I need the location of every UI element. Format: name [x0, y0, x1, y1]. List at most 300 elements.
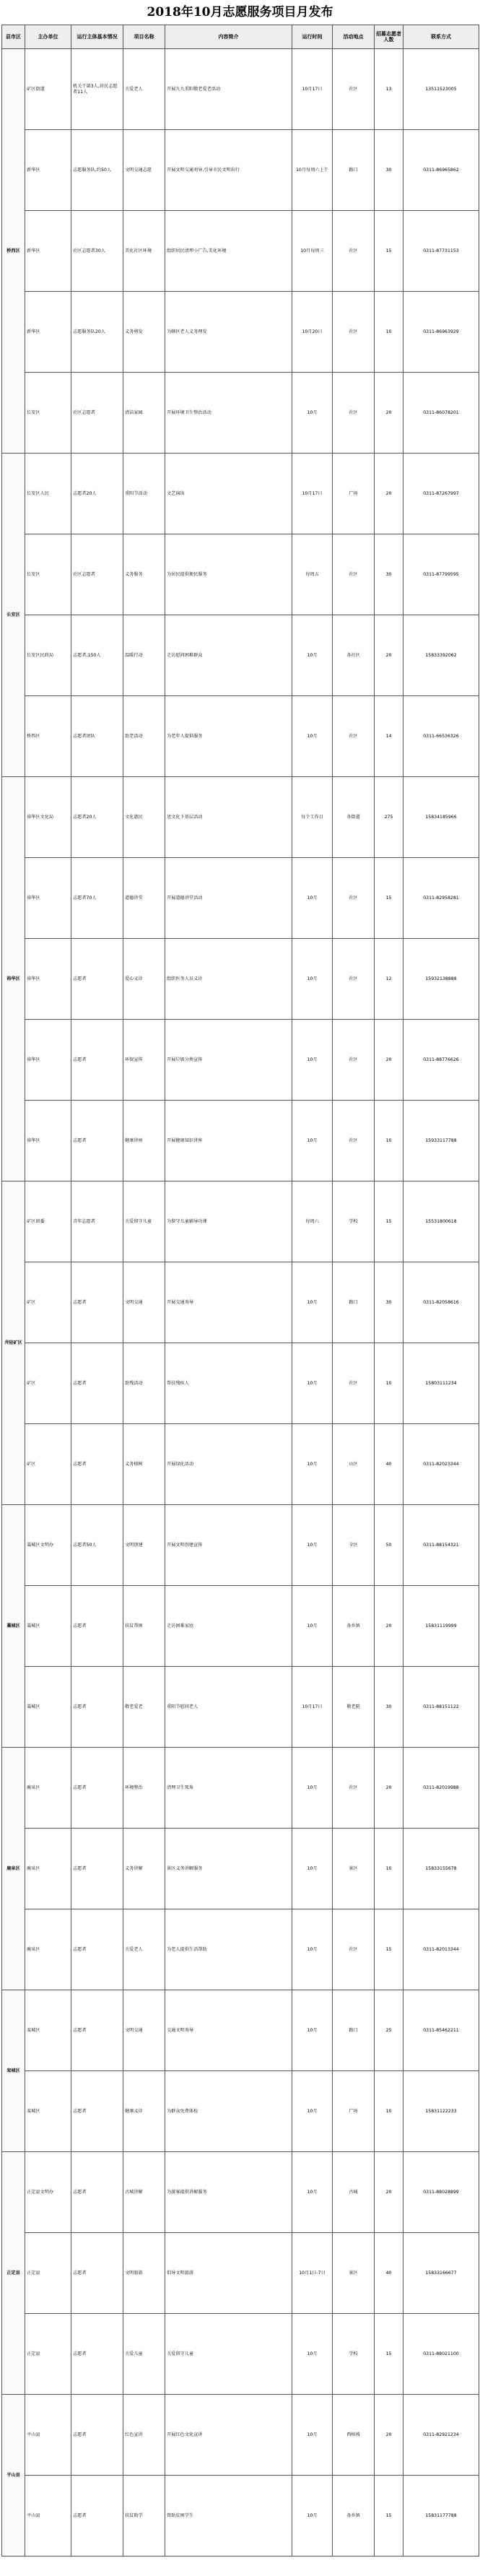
venue-cell: 社区 [333, 939, 375, 1020]
organizer-cell: 栾城区 [25, 1990, 71, 2071]
venue-cell: 社区 [333, 373, 375, 454]
operator-info-cell: 志愿者 [71, 2152, 123, 2233]
column-header: 项目名称 [123, 25, 165, 49]
project-intro-cell: 景区义务讲解服务 [165, 1829, 292, 1909]
run-time-cell: 10月1日-7日 [292, 2233, 333, 2314]
organizer-cell: 长安区人民 [25, 454, 71, 534]
contact-cell: 0311-82013344 [403, 1909, 479, 1990]
contact-cell: 0311-86965862 [403, 130, 479, 211]
volunteer-count-cell: 10 [375, 1101, 403, 1181]
contact-cell: 0311-88776626 [403, 1020, 479, 1101]
operator-info-cell: 志愿者 [71, 1101, 123, 1181]
volunteer-count-cell: 10 [375, 2071, 403, 2152]
volunteer-count-cell: 20 [375, 373, 403, 454]
contact-cell: 0311-87731153 [403, 211, 479, 292]
project-intro-cell: 开展健康知识讲座 [165, 1101, 292, 1181]
table-row [2, 1181, 479, 1262]
operator-info-cell: 志愿者 [71, 1424, 123, 1505]
table-row [2, 858, 479, 939]
organizer-cell: 鹿泉区 [25, 1829, 71, 1909]
table-row [2, 373, 479, 454]
volunteer-count-cell: 20 [375, 1586, 403, 1667]
volunteer-count-cell: 14 [375, 696, 403, 777]
contact-cell: 0311-82058616 [403, 1262, 479, 1343]
volunteer-count-cell: 30 [375, 1262, 403, 1343]
run-time-cell: 10月 [292, 615, 333, 696]
organizer-cell: 平山县 [25, 2476, 71, 2557]
table-row [2, 939, 479, 1020]
project-name-cell: 古城讲解 [123, 2152, 165, 2233]
volunteer-count-cell: 15 [375, 858, 403, 939]
volunteer-count-cell: 13 [375, 49, 403, 130]
volunteer-count-cell: 40 [375, 2233, 403, 2314]
organizer-cell: 裕华区 [25, 858, 71, 939]
column-header: 运行时间 [292, 25, 333, 49]
project-intro-cell: 开展环境卫生整治活动 [165, 373, 292, 454]
contact-cell: 15803111234 [403, 1343, 479, 1424]
volunteer-count-cell: 20 [375, 2152, 403, 2233]
operator-info-cell: 青年志愿者 [71, 1181, 123, 1262]
organizer-cell: 藁城区 [25, 1667, 71, 1748]
operator-info-cell: 社区志愿者 [71, 373, 123, 454]
project-intro-cell: 走访慰问困难群众 [165, 615, 292, 696]
region-cell: 正定县 [2, 2152, 25, 2395]
organizer-cell: 正定县 [25, 2314, 71, 2395]
table-row [2, 1829, 479, 1909]
project-name-cell: 义务讲解 [123, 1829, 165, 1909]
venue-cell: 古城 [333, 2152, 375, 2233]
volunteer-count-cell: 10 [375, 1343, 403, 1424]
project-name-cell: 爱心义诊 [123, 939, 165, 1020]
run-time-cell: 10月 [292, 1424, 333, 1505]
volunteer-count-cell: 15 [375, 1181, 403, 1262]
run-time-cell: 10月 [292, 1829, 333, 1909]
operator-info-cell: 志愿者 [71, 1909, 123, 1990]
run-time-cell: 10月 [292, 1343, 333, 1424]
table-row [2, 1667, 479, 1748]
region-cell: 藁城区 [2, 1505, 25, 1748]
contact-cell: 15933117788 [403, 1101, 479, 1181]
volunteer-count-cell: 40 [375, 1424, 403, 1505]
project-name-cell: 义务植树 [123, 1424, 165, 1505]
operator-info-cell: 志愿者团队 [71, 696, 123, 777]
operator-info-cell: 志愿者 [71, 2233, 123, 2314]
operator-info-cell: 志愿服务队20人 [71, 292, 123, 373]
volunteer-count-cell: 20 [375, 454, 403, 534]
organizer-cell: 矿区 [25, 1262, 71, 1343]
table-header-row [2, 25, 479, 49]
run-time-cell: 10月17日 [292, 1667, 333, 1748]
project-name-cell: 清洁家园 [123, 373, 165, 454]
venue-cell: 学校 [333, 2314, 375, 2395]
venue-cell: 路口 [333, 1262, 375, 1343]
run-time-cell: 10月 [292, 1748, 333, 1829]
organizer-cell: 新华区 [25, 292, 71, 373]
region-cell: 栾城区 [2, 1990, 25, 2152]
table-row [2, 1990, 479, 2071]
contact-cell: 0311-86078201 [403, 373, 479, 454]
table-row [2, 1586, 479, 1667]
operator-info-cell: 志愿者 [71, 1990, 123, 2071]
project-name-cell: 红色宣讲 [123, 2395, 165, 2476]
contact-cell: 0311-88151122 [403, 1667, 479, 1748]
contact-cell: 13511523005 [403, 49, 479, 130]
venue-cell: 社区 [333, 534, 375, 615]
project-name-cell: 关爱儿童 [123, 2314, 165, 2395]
table-row [2, 1020, 479, 1101]
project-intro-cell: 帮扶残疾人 [165, 1343, 292, 1424]
venue-cell: 路口 [333, 1990, 375, 2071]
project-name-cell: 文明交通 [123, 1262, 165, 1343]
table-row [2, 130, 479, 211]
project-name-cell: 道德讲堂 [123, 858, 165, 939]
organizer-cell: 长安区 [25, 534, 71, 615]
table-row [2, 1505, 479, 1586]
region-cell: 桥西区 [2, 49, 25, 454]
venue-cell: 全区 [333, 1505, 375, 1586]
operator-info-cell: 志愿者20人 [71, 454, 123, 534]
project-intro-cell: 为老人提供生活帮助 [165, 1909, 292, 1990]
run-time-cell: 10月17日 [292, 49, 333, 130]
project-intro-cell: 开展绿化活动 [165, 1424, 292, 1505]
project-name-cell: 文明旅游 [123, 2233, 165, 2314]
table-row [2, 1748, 479, 1829]
volunteer-count-cell: 15 [375, 2476, 403, 2557]
project-intro-cell: 开展文明交通劝导,引导市民文明出行 [165, 130, 292, 211]
operator-info-cell: 志愿者 [71, 1262, 123, 1343]
volunteer-count-cell: 30 [375, 130, 403, 211]
run-time-cell: 10月 [292, 1020, 333, 1101]
contact-cell: 0311-82958281 [403, 858, 479, 939]
venue-cell: 社区 [333, 49, 375, 130]
venue-cell: 广场 [333, 2071, 375, 2152]
table-row [2, 2476, 479, 2557]
volunteer-count-cell: 30 [375, 534, 403, 615]
organizer-cell: 鹿泉区 [25, 1748, 71, 1829]
contact-cell: 0311-82019988 [403, 1748, 479, 1829]
table-row [2, 49, 479, 130]
project-name-cell: 健康讲座 [123, 1101, 165, 1181]
project-intro-cell: 资助贫困学生 [165, 2476, 292, 2557]
volunteer-count-cell: 20 [375, 2395, 403, 2476]
table-row [2, 1262, 479, 1343]
contact-cell: 0311-88154321 [403, 1505, 479, 1586]
contact-cell: 0311-88021100 [403, 2314, 479, 2395]
project-intro-cell: 为留守儿童辅导功课 [165, 1181, 292, 1262]
table-row [2, 2314, 479, 2395]
volunteer-count-cell: 20 [375, 615, 403, 696]
table-row [2, 1343, 479, 1424]
run-time-cell: 10月 [292, 696, 333, 777]
venue-cell: 学校 [333, 1181, 375, 1262]
project-name-cell: 义务剪发 [123, 292, 165, 373]
project-intro-cell: 开展交通劝导 [165, 1262, 292, 1343]
project-name-cell: 文明交通志愿 [123, 130, 165, 211]
project-name-cell: 文明创建 [123, 1505, 165, 1586]
column-header: 主办单位 [25, 25, 71, 49]
project-intro-cell: 清理卫生死角 [165, 1748, 292, 1829]
project-name-cell: 敬老爱老 [123, 1667, 165, 1748]
venue-cell: 广场 [333, 454, 375, 534]
project-name-cell: 重阳节活动 [123, 454, 165, 534]
table-row [2, 2071, 479, 2152]
project-name-cell: 关爱老人 [123, 1909, 165, 1990]
table-row [2, 1909, 479, 1990]
run-time-cell: 10月17日 [292, 454, 333, 534]
organizer-cell: 栾城区 [25, 2071, 71, 2152]
project-name-cell: 美化社区环境 [123, 211, 165, 292]
contact-cell: 0311-82921234 [403, 2395, 479, 2476]
run-time-cell: 10月 [292, 1101, 333, 1181]
organizer-cell: 正定县文明办 [25, 2152, 71, 2233]
operator-info-cell: 社区志愿者 [71, 534, 123, 615]
run-time-cell: 10月 [292, 2071, 333, 2152]
run-time-cell: 10月 [292, 1990, 333, 2071]
organizer-cell: 新华区 [25, 130, 71, 211]
operator-info-cell: 志愿者50人 [71, 1505, 123, 1586]
organizer-cell: 长安区民政局 [25, 615, 71, 696]
venue-cell: 社区 [333, 1101, 375, 1181]
run-time-cell: 10月 [292, 2476, 333, 2557]
contact-cell: 0311-88028899 [403, 2152, 479, 2233]
run-time-cell: 10月每周三 [292, 211, 333, 292]
contact-cell: 15831177788 [403, 2476, 479, 2557]
project-intro-cell: 组织居民清理小广告,美化环境 [165, 211, 292, 292]
organizer-cell: 矿区街道 [25, 49, 71, 130]
volunteer-count-cell: 275 [375, 777, 403, 858]
run-time-cell: 10月 [292, 939, 333, 1020]
operator-info-cell: 志愿者 [71, 2395, 123, 2476]
table-row [2, 534, 479, 615]
project-name-cell: 义务服务 [123, 534, 165, 615]
project-intro-cell: 组织医务人员义诊 [165, 939, 292, 1020]
venue-cell: 社区 [333, 1020, 375, 1101]
run-time-cell: 每周五 [292, 534, 333, 615]
table-row [2, 1424, 479, 1505]
contact-cell: 15831122233 [403, 2071, 479, 2152]
organizer-cell: 鹿泉区 [25, 1909, 71, 1990]
venue-cell: 各街道 [333, 777, 375, 858]
table-row [2, 292, 479, 373]
table-row [2, 211, 479, 292]
project-name-cell: 健康义诊 [123, 2071, 165, 2152]
region-cell: 长安区 [2, 454, 25, 777]
run-time-cell: 10月 [292, 1909, 333, 1990]
organizer-cell: 裕华区 [25, 1020, 71, 1101]
venue-cell: 社区 [333, 858, 375, 939]
project-name-cell: 文化惠民 [123, 777, 165, 858]
run-time-cell: 10月 [292, 373, 333, 454]
venue-cell: 山区 [333, 1424, 375, 1505]
project-name-cell: 扶贫帮困 [123, 1586, 165, 1667]
organizer-cell: 长安区 [25, 373, 71, 454]
table-row [2, 696, 479, 777]
volunteer-count-cell: 20 [375, 1020, 403, 1101]
run-time-cell: 10月 [292, 2395, 333, 2476]
project-intro-cell: 开展文明创建宣传 [165, 1505, 292, 1586]
project-intro-cell: 送文化下基层活动 [165, 777, 292, 858]
project-intro-cell: 开展九九重阳敬老爱老活动 [165, 49, 292, 130]
project-intro-cell: 倡导文明旅游 [165, 2233, 292, 2314]
column-header: 联系方式 [403, 25, 479, 49]
venue-cell: 社区 [333, 1748, 375, 1829]
operator-info-cell: 志愿者 [71, 1343, 123, 1424]
venue-cell: 敬老院 [333, 1667, 375, 1748]
project-intro-cell: 开展垃圾分类宣传 [165, 1020, 292, 1101]
operator-info-cell: 社区志愿者30人 [71, 211, 123, 292]
project-intro-cell: 为群众免费体检 [165, 2071, 292, 2152]
operator-info-cell: 志愿者 [71, 939, 123, 1020]
organizer-cell: 新华区 [25, 211, 71, 292]
project-intro-cell: 走访困难家庭 [165, 1586, 292, 1667]
operator-info-cell: 志愿者 [71, 1586, 123, 1667]
project-name-cell: 助老活动 [123, 696, 165, 777]
project-intro-cell: 为居民提供便民服务 [165, 534, 292, 615]
contact-cell: 15833155678 [403, 1829, 479, 1909]
contact-cell: 0311-82023344 [403, 1424, 479, 1505]
project-intro-cell: 重阳节慰问老人 [165, 1667, 292, 1748]
volunteer-count-cell: 30 [375, 1667, 403, 1748]
table-row [2, 1101, 479, 1181]
volunteer-count-cell: 15 [375, 211, 403, 292]
contact-cell: 0311-87267997 [403, 454, 479, 534]
contact-cell: 15834185966 [403, 777, 479, 858]
venue-cell: 景区 [333, 1829, 375, 1909]
contact-cell: 15932138888 [403, 939, 479, 1020]
run-time-cell: 10月 [292, 1505, 333, 1586]
run-time-cell: 10月20日 [292, 292, 333, 373]
organizer-cell: 桥西区 [25, 696, 71, 777]
volunteer-count-cell: 12 [375, 939, 403, 1020]
project-name-cell: 关爱老人 [123, 49, 165, 130]
operator-info-cell: 志愿者 [71, 1020, 123, 1101]
contact-cell: 0311-85462211 [403, 1990, 479, 2071]
column-header: 内容简介 [165, 25, 292, 49]
venue-cell: 各乡镇 [333, 1586, 375, 1667]
operator-info-cell: 志愿者 [71, 2476, 123, 2557]
region-cell: 鹿泉区 [2, 1748, 25, 1990]
project-intro-cell: 开展道德讲堂活动 [165, 858, 292, 939]
venue-cell: 景区 [333, 2233, 375, 2314]
run-time-cell: 每个工作日 [292, 777, 333, 858]
organizer-cell: 裕华区 [25, 1101, 71, 1181]
operator-info-cell: 志愿者 [71, 1667, 123, 1748]
project-name-cell: 扶贫助学 [123, 2476, 165, 2557]
project-intro-cell: 交通文明劝导 [165, 1990, 292, 2071]
project-intro-cell: 为辖区老人义务理发 [165, 292, 292, 373]
venue-cell: 社区 [333, 1343, 375, 1424]
operator-info-cell: 志愿者 [71, 1748, 123, 1829]
table-row [2, 2152, 479, 2233]
operator-info-cell: 志愿者 [71, 1829, 123, 1909]
table-row [2, 615, 479, 696]
project-intro-cell: 为老年人提供服务 [165, 696, 292, 777]
run-time-cell: 每周六 [292, 1181, 333, 1262]
column-header: 县市区 [2, 25, 25, 49]
table-row [2, 777, 479, 858]
organizer-cell: 平山县 [25, 2395, 71, 2476]
run-time-cell: 10月 [292, 2314, 333, 2395]
operator-info-cell: 志愿者20人 [71, 777, 123, 858]
project-name-cell: 温暖行动 [123, 615, 165, 696]
volunteer-count-cell: 10 [375, 1829, 403, 1909]
project-intro-cell: 开展红色文化宣讲 [165, 2395, 292, 2476]
run-time-cell: 10月每周六上午 [292, 130, 333, 211]
organizer-cell: 藁城区 [25, 1586, 71, 1667]
contact-cell: 0311-87799595 [403, 534, 479, 615]
run-time-cell: 10月 [292, 2152, 333, 2233]
region-cell: 平山县 [2, 2395, 25, 2557]
contact-cell: 15833392062 [403, 615, 479, 696]
column-header: 招募志愿者人数 [375, 25, 403, 49]
organizer-cell: 藁城区文明办 [25, 1505, 71, 1586]
project-intro-cell: 为游客提供讲解服务 [165, 2152, 292, 2233]
contact-cell: 15833166677 [403, 2233, 479, 2314]
operator-info-cell: 机关干部3人,居民志愿者11人 [71, 49, 123, 130]
volunteer-count-cell: 50 [375, 1505, 403, 1586]
run-time-cell: 10月 [292, 1262, 333, 1343]
volunteer-count-cell: 15 [375, 2314, 403, 2395]
organizer-cell: 矿区 [25, 1343, 71, 1424]
column-header: 活动地点 [333, 25, 375, 49]
region-cell: 裕华区 [2, 777, 25, 1181]
contact-cell: 0311-66536326 [403, 696, 479, 777]
operator-info-cell: 志愿者70人 [71, 858, 123, 939]
venue-cell: 西柏坡 [333, 2395, 375, 2476]
contact-cell: 0311-86963929 [403, 292, 479, 373]
region-cell: 井陉矿区 [2, 1181, 25, 1505]
volunteer-count-cell: 25 [375, 1990, 403, 2071]
organizer-cell: 裕华区文化局 [25, 777, 71, 858]
project-name-cell: 文明交通 [123, 1990, 165, 2071]
venue-cell: 社区 [333, 292, 375, 373]
organizer-cell: 裕华区 [25, 939, 71, 1020]
project-intro-cell: 关爱留守儿童 [165, 2314, 292, 2395]
run-time-cell: 10月 [292, 858, 333, 939]
contact-cell: 15531800618 [403, 1181, 479, 1262]
project-name-cell: 环境整治 [123, 1748, 165, 1829]
project-name-cell: 环保宣传 [123, 1020, 165, 1101]
table-row [2, 2233, 479, 2314]
venue-cell: 各社区 [333, 615, 375, 696]
project-table [1, 25, 479, 2557]
contact-cell: 15831119999 [403, 1586, 479, 1667]
table-row [2, 454, 479, 534]
organizer-cell: 正定县 [25, 2233, 71, 2314]
volunteer-count-cell: 20 [375, 1748, 403, 1829]
run-time-cell: 10月 [292, 1586, 333, 1667]
venue-cell: 社区 [333, 1909, 375, 1990]
operator-info-cell: 志愿服务队,约50人 [71, 130, 123, 211]
project-name-cell: 关爱留守儿童 [123, 1181, 165, 1262]
project-name-cell: 助残活动 [123, 1343, 165, 1424]
venue-cell: 路口 [333, 130, 375, 211]
venue-cell: 各乡镇 [333, 2476, 375, 2557]
page-title: 2018年10月志愿服务项目月发布 [147, 5, 333, 19]
venue-cell: 社区 [333, 211, 375, 292]
table-row [2, 2395, 479, 2476]
operator-info-cell: 志愿者 [71, 2071, 123, 2152]
column-header: 运行主体基本情况 [71, 25, 123, 49]
table-body [2, 49, 479, 2557]
project-intro-cell: 文艺演出 [165, 454, 292, 534]
operator-info-cell: 志愿者,150人 [71, 615, 123, 696]
organizer-cell: 矿区团委 [25, 1181, 71, 1262]
organizer-cell: 矿区 [25, 1424, 71, 1505]
volunteer-count-cell: 10 [375, 292, 403, 373]
volunteer-count-cell: 15 [375, 1909, 403, 1990]
operator-info-cell: 志愿者 [71, 2314, 123, 2395]
